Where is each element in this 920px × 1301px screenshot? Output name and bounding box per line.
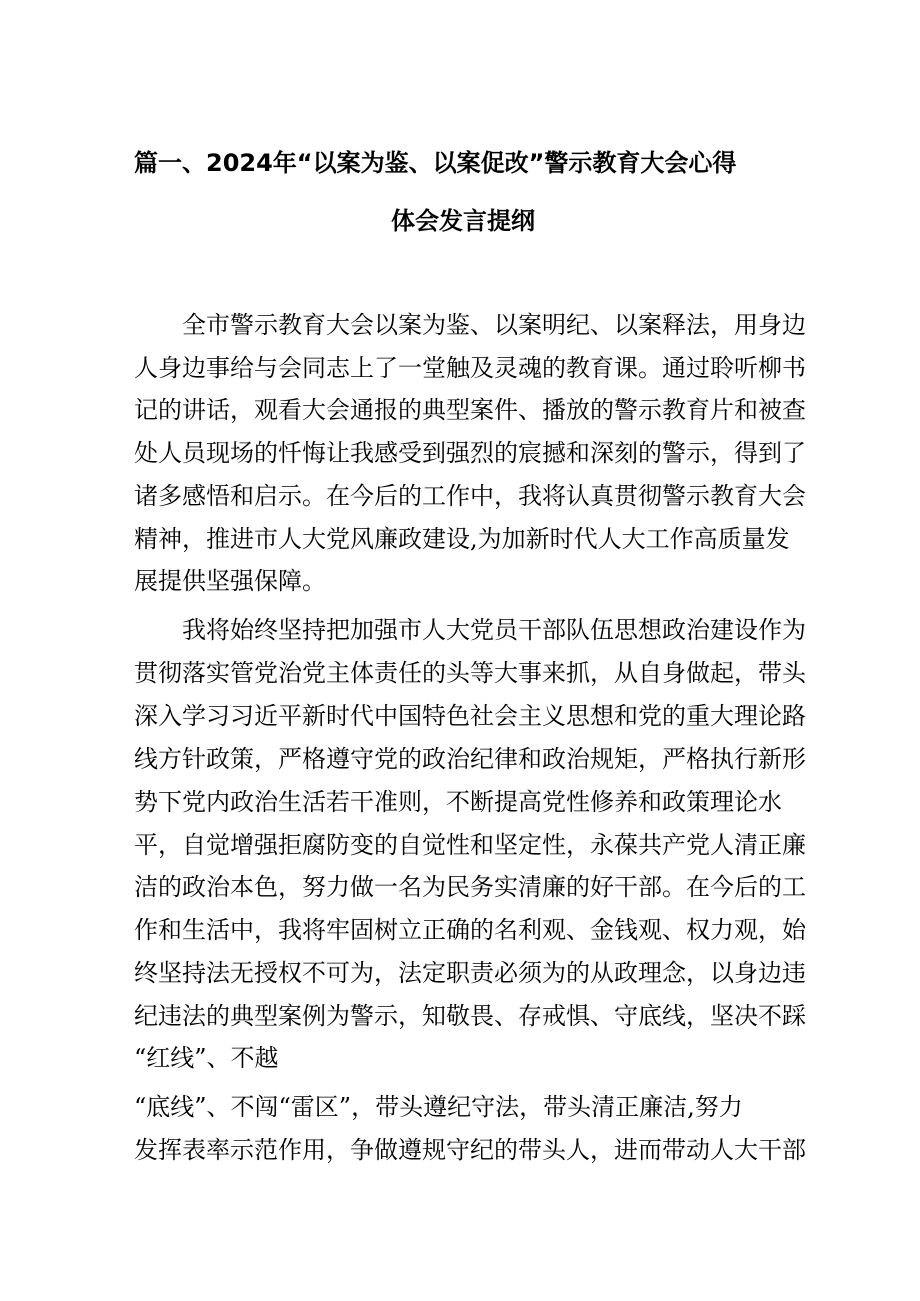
- body-text-line: 全市警示教育大会以案为鉴、以案明纪、以案释法，用身边: [134, 311, 806, 339]
- body-text-line: 处人员现场的忏悔让我感受到强烈的宸撼和深刻的警示，得到了: [134, 439, 806, 467]
- body-text-line: 作和生活中，我将牢固树立正确的名利观、金钱观、权力观，始: [134, 916, 806, 944]
- body-text-line: “底线”、不闯“雷区”，带头遵纪守法，带头清正廉洁,努力: [134, 1093, 743, 1121]
- body-text-line: 纪违法的典型案例为警示，知敬畏、存戒惧、守底线，坚决不踩: [134, 1002, 806, 1030]
- body-text-line: 记的讲话，观看大会通报的典型案件、播放的警示教育片和被查: [134, 396, 806, 424]
- body-text-line: 发挥表率示范作用，争做遵规守纪的带头人，进而带动人大干部: [134, 1136, 806, 1164]
- document-title-line-2: 体会发言提纲: [391, 207, 535, 235]
- body-text-line: 势下党内政治生活若干准则，不断提高党性修养和政策理论水: [134, 788, 782, 816]
- body-text-line: 我将始终坚持把加强市人大党员干部队伍思想政治建设作为: [134, 616, 806, 644]
- body-text-line: 诸多感悟和启示。在今后的工作中，我将认真贯彻警示教育大会: [134, 482, 806, 510]
- body-text-line: 人身边事给与会同志上了一堂触及灵魂的教育课。通过聆听柳书: [134, 354, 806, 382]
- body-text-line: 平，自觉增强拒腐防变的自觉性和坚定性，永葆共产党人清正廉: [134, 831, 806, 859]
- body-text-line: “红线”、不越: [134, 1044, 279, 1072]
- body-text-line: 贯彻落实管党治党主体责任的头等大事来抓，从自身做起，带头: [134, 659, 806, 687]
- body-text-line: 终坚持法无授权不可为，法定职责必须为的从政理念，以身边违: [134, 959, 806, 987]
- body-text-line: 线方针政策，严格遵守党的政治纪律和政治规矩，严格执行新形: [134, 745, 806, 773]
- body-text-line: 精神，推进市人大党风廉政建设,为加新时代人大工作高质量发: [134, 525, 790, 553]
- document-title-line-1: 篇一、2024年“以案为鉴、以案促改”警示教育大会心得: [134, 149, 737, 177]
- body-text-line: 洁的政治本色，努力做一名为民务实清廉的好干部。在今后的工: [134, 873, 806, 901]
- body-text-line: 展提供坚强保障。: [134, 567, 326, 595]
- body-text-line: 深入学习习近平新时代中国特色社会主义思想和党的重大理论路: [134, 702, 806, 730]
